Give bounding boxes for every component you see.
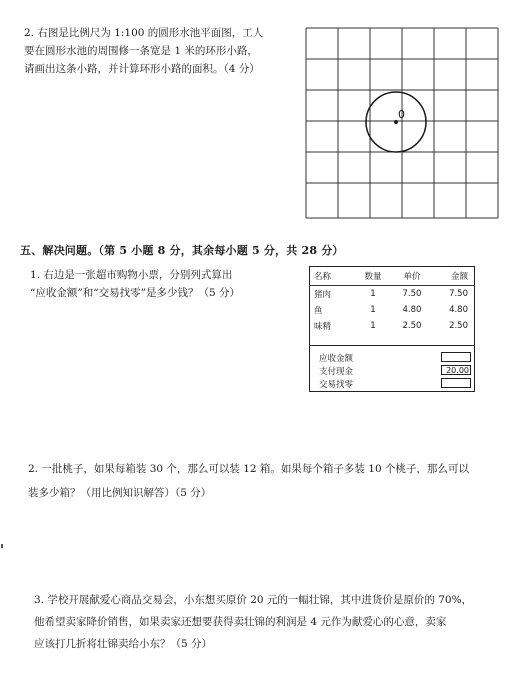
item-price: 7.50: [402, 289, 422, 299]
item-qty: 1: [370, 305, 376, 315]
receivable-row: [310, 351, 474, 364]
problem-3-line-2: 他希望卖家降价销售，如果卖家还想要获得卖壮锦的利润是 4 元作为献爱心的心意，卖家: [34, 616, 447, 628]
paid-row: [310, 364, 474, 377]
header-amount: 金额: [450, 272, 468, 282]
question-2-text: [24, 24, 299, 78]
question-2-line-3: 请画出这条小路，并计算环形小路的面积。（4 分）: [24, 63, 260, 75]
question-2-line-2: 要在圆形水池的周围修一条宽是 1 米的环形小路，: [24, 45, 258, 57]
item-qty: 1: [370, 321, 376, 331]
problem-2-text: [28, 460, 469, 502]
problem-1-line-1: 1. 右边是一张超市购物小票，分别列式算出: [30, 269, 233, 281]
item-amount: 4.80: [449, 305, 468, 315]
center-label: 0: [398, 108, 405, 121]
section-title: 五、解决问题。（第 5 小题 8 分，其余每小题 5 分，共 28 分）: [20, 244, 344, 257]
item-name: 猪肉: [314, 290, 332, 300]
problem-1-line-2: “应收金额”和“交易找零”是多少钱？（5 分）: [30, 287, 240, 299]
scan-mark: [1, 544, 3, 548]
change-answer-box[interactable]: [441, 378, 471, 388]
item-price: 4.80: [402, 305, 422, 315]
problem-3-line-3: 应该打几折将壮锦卖给小东？（5 分）: [34, 638, 213, 650]
receipt-row: [310, 286, 474, 303]
problem-2-line-1: 2. 一批桃子，如果每箱装 30 个，那么可以装 12 箱。如果每个箱子多装 10 个桃子，那么可以: [28, 463, 469, 475]
item-name: 鱼: [314, 306, 323, 316]
change-row: [310, 377, 474, 390]
item-amount: 7.50: [449, 289, 468, 299]
paid-label: 支付现金: [319, 367, 354, 377]
header-qty: 数量: [364, 272, 382, 282]
item-name: 味精: [314, 322, 332, 332]
receivable-label: 应收金额: [319, 354, 354, 364]
receipt-row: [310, 318, 474, 334]
receipt-summary: [310, 345, 474, 390]
problem-2-line-2: 装多少箱？（用比例知识解答）（5 分）: [28, 487, 212, 499]
problem-1-text: [30, 266, 240, 302]
header-name: 名称: [314, 272, 332, 282]
receivable-answer-box[interactable]: [441, 352, 471, 362]
question-2-line-1: 2. 右图是比例尺为 1:100 的圆形水池平面图，工人: [24, 27, 264, 39]
pool-grid-figure: [302, 26, 500, 228]
grid-svg: [302, 26, 500, 224]
header-price: 单价: [403, 272, 421, 282]
change-label: 交易找零: [319, 380, 354, 390]
receipt-row: [310, 302, 474, 318]
problem-3-text: [34, 591, 472, 653]
receipt-table: [310, 267, 474, 334]
problem-3-line-1: 3. 学校开展献爱心商品交易会，小东想买原价 20 元的一幅壮锦，其中进货价是原价的 70%，: [34, 594, 473, 606]
item-price: 2.50: [402, 321, 422, 331]
paid-value: 20.00: [441, 365, 471, 375]
item-amount: 2.50: [449, 321, 468, 331]
receipt-header-row: [310, 267, 474, 286]
item-qty: 1: [370, 289, 376, 299]
shopping-receipt: [309, 266, 475, 392]
